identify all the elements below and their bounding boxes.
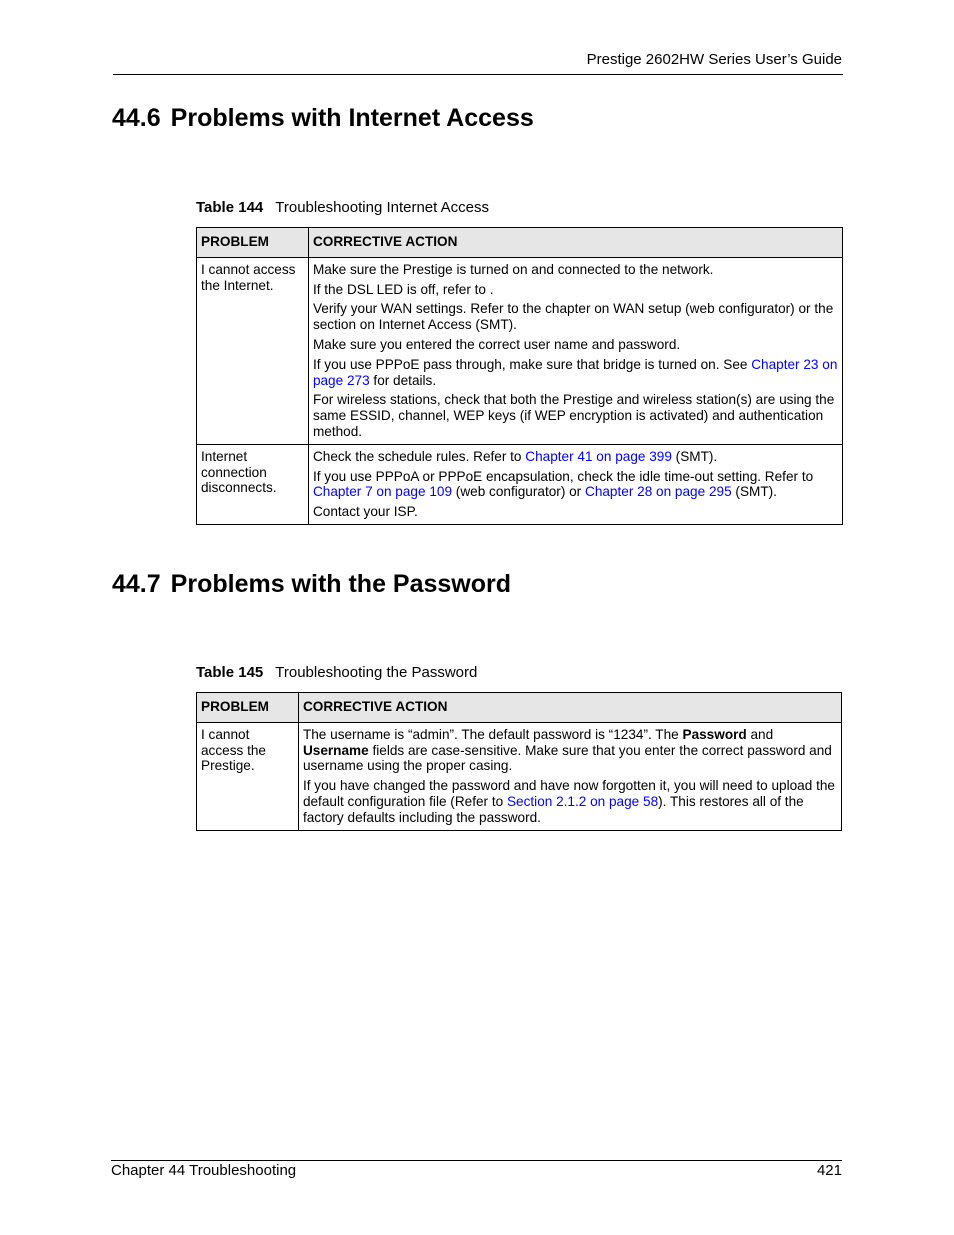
section-number: 44.6	[112, 104, 161, 132]
table-caption-label: Table 145	[196, 664, 264, 681]
text-run: and	[746, 726, 774, 742]
action-text	[313, 449, 838, 465]
column-header-problem: PROBLEM	[197, 228, 309, 258]
link-section-2-1-2[interactable]: Section 2.1.2 on page 58	[506, 793, 659, 809]
text-run: If you have changed the password and have now forgotten it, you will need to upload the default configuration file (Refer to	[302, 778, 835, 809]
text-run: If you use PPPoA or PPPoE encapsulation, check the idle time-out setting. Refer to	[312, 468, 814, 484]
footer-rule	[111, 1160, 842, 1161]
table-row	[197, 257, 843, 444]
action-cell	[308, 444, 842, 524]
action-text	[313, 469, 838, 501]
table-row	[197, 722, 842, 830]
link-chapter-7[interactable]: Chapter 7 on page 109	[312, 484, 453, 500]
text-run: If you use PPPoE pass through, make sure that bridge is turned on. See	[312, 356, 752, 372]
table-row	[197, 444, 843, 524]
problem-cell: I cannot access the Internet.	[197, 257, 309, 444]
table-caption-text: Troubleshooting Internet Access	[275, 199, 490, 216]
action-cell	[298, 722, 841, 830]
footer-page-number: 421	[816, 1162, 842, 1179]
table-header-row	[197, 693, 842, 723]
section-number: 44.7	[112, 570, 161, 598]
action-text: Make sure the Prestige is turned on and connected to the network.	[312, 261, 714, 277]
table-caption-144	[196, 199, 489, 216]
text-run: fields are case-sensitive. Make sure that you enter the correct password and username using the proper casing.	[302, 742, 832, 774]
link-chapter-28[interactable]: Chapter 28 on page 295	[585, 484, 732, 500]
table-caption-145	[196, 664, 477, 681]
action-text: Verify your WAN settings. Refer to the chapter on WAN setup (web configurator) or the section on Internet Access (SMT).	[312, 301, 834, 333]
link-chapter-41[interactable]: Chapter 41 on page 399	[525, 448, 672, 464]
action-text	[303, 727, 837, 774]
text-run: Check the schedule rules. Refer to	[312, 448, 526, 464]
text-run: The username is “admin”. The default password is “1234”. The	[302, 726, 683, 742]
table-header-row	[197, 228, 843, 258]
section-title: Problems with the Password	[170, 570, 512, 598]
text-run: ). This restores all of the factory defaults including the password.	[302, 793, 804, 825]
action-text: Make sure you entered the correct user name and password.	[312, 336, 681, 352]
text-run: (web configurator) or	[452, 484, 585, 500]
text-run: (SMT).	[671, 448, 718, 464]
action-text: For wireless stations, check that both the Prestige and wireless station(s) are using the same ESSID, channel, WEP keys (if WEP encryption is activated) and authentication method.	[312, 392, 835, 439]
header-rule	[113, 74, 843, 75]
action-text: Contact your ISP.	[312, 504, 418, 520]
footer-chapter: Chapter 44 Troubleshooting	[111, 1162, 297, 1179]
action-text	[303, 778, 837, 825]
troubleshooting-password-table	[196, 692, 842, 831]
bold-term-password: Password	[682, 726, 747, 742]
text-run: (SMT).	[731, 484, 777, 500]
action-text	[313, 357, 838, 389]
section-title: Problems with Internet Access	[170, 104, 534, 132]
column-header-corrective-action: CORRECTIVE ACTION	[298, 693, 841, 723]
column-header-problem: PROBLEM	[197, 693, 299, 723]
bold-term-username: Username	[302, 742, 369, 758]
action-text: If the DSL LED is off, refer to .	[312, 281, 494, 297]
troubleshooting-internet-table	[196, 227, 843, 525]
action-cell	[308, 257, 842, 444]
section-heading-password	[112, 570, 511, 599]
link-chapter-23[interactable]: Chapter 23 on page 273	[312, 356, 838, 388]
text-run: for details.	[369, 372, 437, 388]
problem-cell: Internet connection disconnects.	[197, 444, 309, 524]
table-caption-text: Troubleshooting the Password	[275, 664, 478, 681]
section-heading-internet-access	[112, 104, 534, 133]
running-header-title: Prestige 2602HW Series User’s Guide	[586, 51, 842, 68]
column-header-corrective-action: CORRECTIVE ACTION	[308, 228, 842, 258]
problem-cell: I cannot access the Prestige.	[197, 722, 299, 830]
table-caption-label: Table 144	[196, 199, 264, 216]
